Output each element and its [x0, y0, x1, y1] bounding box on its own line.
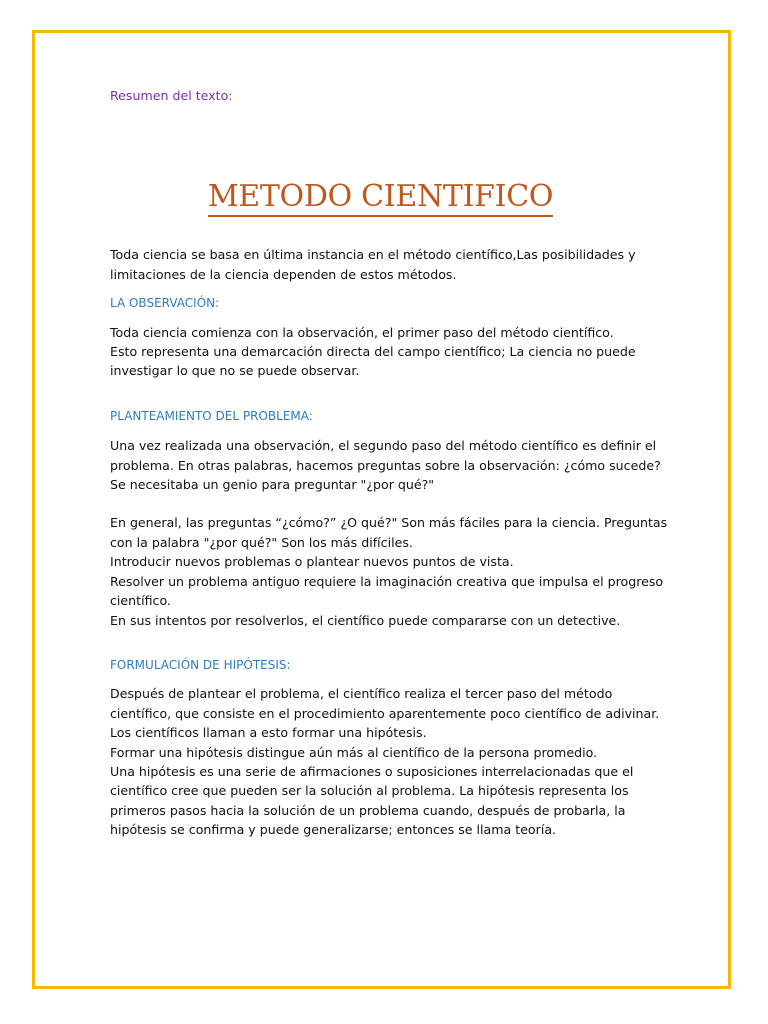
- paragraph-line: Los científicos llaman a esto formar una hipótesis.: [110, 725, 427, 741]
- paragraph-line: Después de plantear el problema, el científico realiza el tercer paso del método: [110, 686, 613, 702]
- paragraph-line: científico.: [110, 593, 171, 609]
- paragraph-line: científico cree que pueden ser la solución al problema. La hipótesis representa los: [110, 783, 629, 799]
- paragraph-line: investigar lo que no se puede observar.: [110, 363, 360, 379]
- paragraph-line: Esto representa una demarcación directa del campo científico; La ciencia no puede: [110, 344, 636, 360]
- paragraph-line: Resolver un problema antiguo requiere la imaginación creativa que impulsa el progreso: [110, 573, 664, 589]
- section-heading-observacion: LA OBSERVACIÓN:: [110, 296, 220, 311]
- paragraph-line: Una vez realizada una observación, el segundo paso del método científico es definir el: [110, 438, 657, 454]
- paragraph-line: primeros pasos hacia la solución de un problema cuando, después de probarla, la: [110, 802, 626, 818]
- intro-paragraph: [110, 245, 670, 284]
- paragraph-line: hipótesis se confirma y puede generalizarse; entonces se llama teoría.: [110, 822, 557, 838]
- observacion-paragraph: [110, 323, 670, 381]
- paragraph-line: problema. En otras palabras, hacemos preguntas sobre la observación: ¿cómo sucede?: [110, 457, 661, 473]
- paragraph-line: Introducir nuevos problemas o plantear nuevos puntos de vista.: [110, 554, 514, 570]
- document-content: [110, 86, 670, 840]
- paragraph-line: Se necesitaba un genio para preguntar "¿por qué?": [110, 477, 435, 493]
- section-heading-planteamiento: PLANTEAMIENTO DEL PROBLEMA:: [110, 408, 313, 423]
- summary-label: Resumen del texto:: [110, 88, 233, 103]
- paragraph-line: con la palabra "¿por qué?" Son los más difíciles.: [110, 534, 413, 550]
- planteamiento-paragraph-1: [110, 436, 670, 494]
- section-heading-hipotesis: FORMULACIÓN DE HIPÓTESIS:: [110, 657, 291, 672]
- intro-line: limitaciones de la ciencia dependen de estos métodos.: [110, 266, 457, 282]
- paragraph-line: En sus intentos por resolverlos, el científico puede compararse con un detective.: [110, 612, 621, 628]
- paragraph-line: Formar una hipótesis distingue aún más al científico de la persona promedio.: [110, 744, 598, 760]
- paragraph-line: Toda ciencia comienza con la observación, el primer paso del método científico.: [110, 324, 614, 340]
- paragraph-line: En general, las preguntas “¿cómo?” ¿O qué?" Son más fáciles para la ciencia. Preguntas: [110, 515, 668, 531]
- paragraph-line: científico, que consiste en el procedimiento aparentemente poco científico de adivinar.: [110, 705, 660, 721]
- intro-line: Toda ciencia se basa en última instancia en el método científico,Las posibilidades y: [110, 247, 636, 263]
- paragraph-line: Una hipótesis es una serie de afirmaciones o suposiciones interrelacionadas que el: [110, 763, 634, 779]
- document-title-text: METODO CIENTIFICO: [208, 179, 553, 217]
- document-title: [110, 177, 651, 217]
- hipotesis-paragraph: [110, 684, 670, 839]
- planteamiento-paragraph-2: [110, 513, 670, 629]
